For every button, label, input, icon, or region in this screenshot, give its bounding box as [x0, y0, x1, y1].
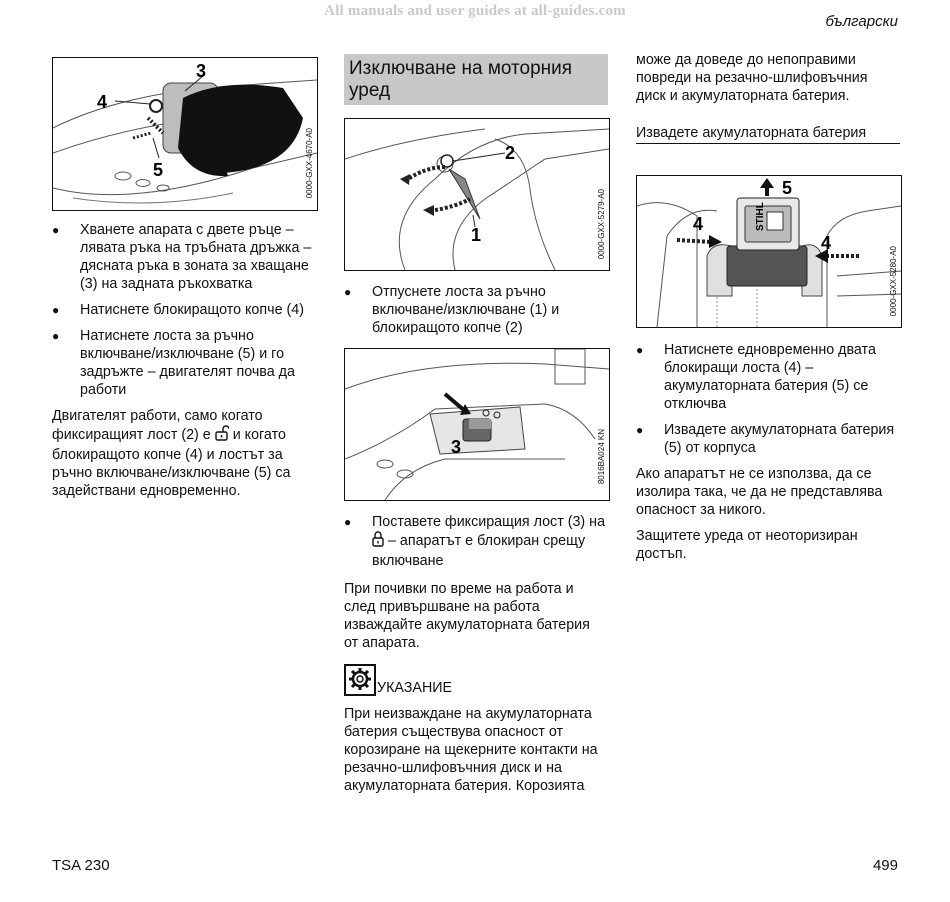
locking-lever-illustration	[345, 349, 609, 500]
paragraph-part-2: и когато блокиращото копче (4) и лостът за ръчно включване/изключване (5) са задействани едновременно.	[52, 427, 291, 499]
notice-label: УКАЗАНИЕ	[377, 680, 453, 696]
column-2-text	[344, 513, 608, 803]
figure-release-lever	[344, 118, 610, 271]
list-item	[344, 513, 608, 570]
callout-3: 3	[451, 437, 462, 457]
instruction-list	[636, 341, 900, 457]
list-item: ● Хванете апарата с двете ръце – лявата ръка на тръбната дръжка – дясната ръка в зоната за хващане (3) на задната ръкохватка	[52, 221, 320, 293]
hand-grip-illustration	[53, 58, 317, 210]
bullet-part-1: Поставете фиксиращия лост (3) на	[372, 514, 606, 530]
bullet-part-2: – апаратът е блокиран срещу включване	[372, 533, 586, 569]
figure-remove-battery	[636, 175, 902, 328]
figure-code: 8016BA024 KN	[597, 429, 606, 485]
info-paragraph	[52, 407, 320, 500]
locked-padlock-icon	[372, 531, 384, 552]
info-paragraph: Защитете уреда от неоторизиран достъп.	[636, 528, 858, 562]
callout-4-left: 4	[693, 214, 704, 234]
info-paragraph: Ако апаратът не се използва, да се изолира така, че да не представлява опасност за никого.	[636, 466, 883, 518]
callout-5: 5	[153, 160, 164, 180]
page-number: 499	[872, 857, 898, 874]
list-item: ● Натиснете блокиращото копче (4)	[52, 301, 320, 319]
callout-3: 3	[196, 61, 207, 81]
figure-code: 0000-GXX-4670-A0	[305, 128, 314, 199]
language-label: български	[825, 13, 898, 30]
instruction-list	[344, 513, 608, 570]
release-lever-illustration	[345, 119, 609, 270]
gear-notice-icon	[344, 664, 376, 701]
callout-4: 4	[97, 92, 108, 112]
list-item: ● Натиснете едновременно двата блокиращи лоста (4) – акумулаторната батерия (5) се отключва	[636, 341, 900, 413]
battery-brand-label: STIHL	[755, 202, 766, 231]
paragraph-part-1: Двигателят работи, само когато фиксиращият лост (2) е	[52, 408, 263, 443]
figure-code: 0000-GXX-5280-A0	[889, 246, 898, 317]
section-heading: Изключване на моторния уред	[344, 54, 608, 105]
callout-2: 2	[505, 143, 516, 163]
callout-5: 5	[782, 178, 793, 198]
figure-code: 0000-GXX-5279-A0	[597, 189, 606, 260]
column-3-text	[636, 341, 900, 571]
list-item: ● Натиснете лоста за ръчно включване/изключване (5) и го задръжте – двигателят почва да работи	[52, 327, 320, 399]
column-3-top-text	[636, 51, 900, 113]
continued-paragraph: може да доведе до непоправими повреди на резачно-шлифовъчния диск и акумулаторната батерия.	[636, 52, 868, 104]
figure-locking-lever	[344, 348, 610, 501]
column-2-bullet-1	[344, 283, 608, 345]
column-1-text	[52, 221, 320, 508]
notice-block	[344, 664, 608, 698]
callout-1: 1	[471, 225, 482, 245]
remove-battery-illustration	[637, 176, 901, 327]
notice-text: При неизваждане на акумулаторната батерия съществува опасност от корозиране на щекерните контакти на резачно-шлифовъчния диск и на акумулаторната батерия. Корозията	[344, 706, 598, 794]
unlocked-padlock-icon	[215, 425, 229, 446]
instruction-list	[344, 283, 608, 337]
list-item: ● Отпуснете лоста за ръчно включване/изключване (1) и блокиращото копче (2)	[344, 283, 608, 337]
figure-hand-grip	[52, 57, 318, 211]
subheading: Извадете акумулаторната батерия	[636, 124, 900, 144]
callout-4-right: 4	[821, 233, 832, 253]
list-item: ● Извадете акумулаторната батерия (5) от корпуса	[636, 421, 900, 457]
model-name: TSA 230	[52, 857, 110, 874]
instruction-list	[52, 221, 320, 399]
info-paragraph: При почивки по време на работа и след привършване на работа изваждайте акумулаторната батерия от апарата.	[344, 581, 590, 651]
watermark: All manuals and user guides at all-guides.com	[324, 3, 626, 19]
